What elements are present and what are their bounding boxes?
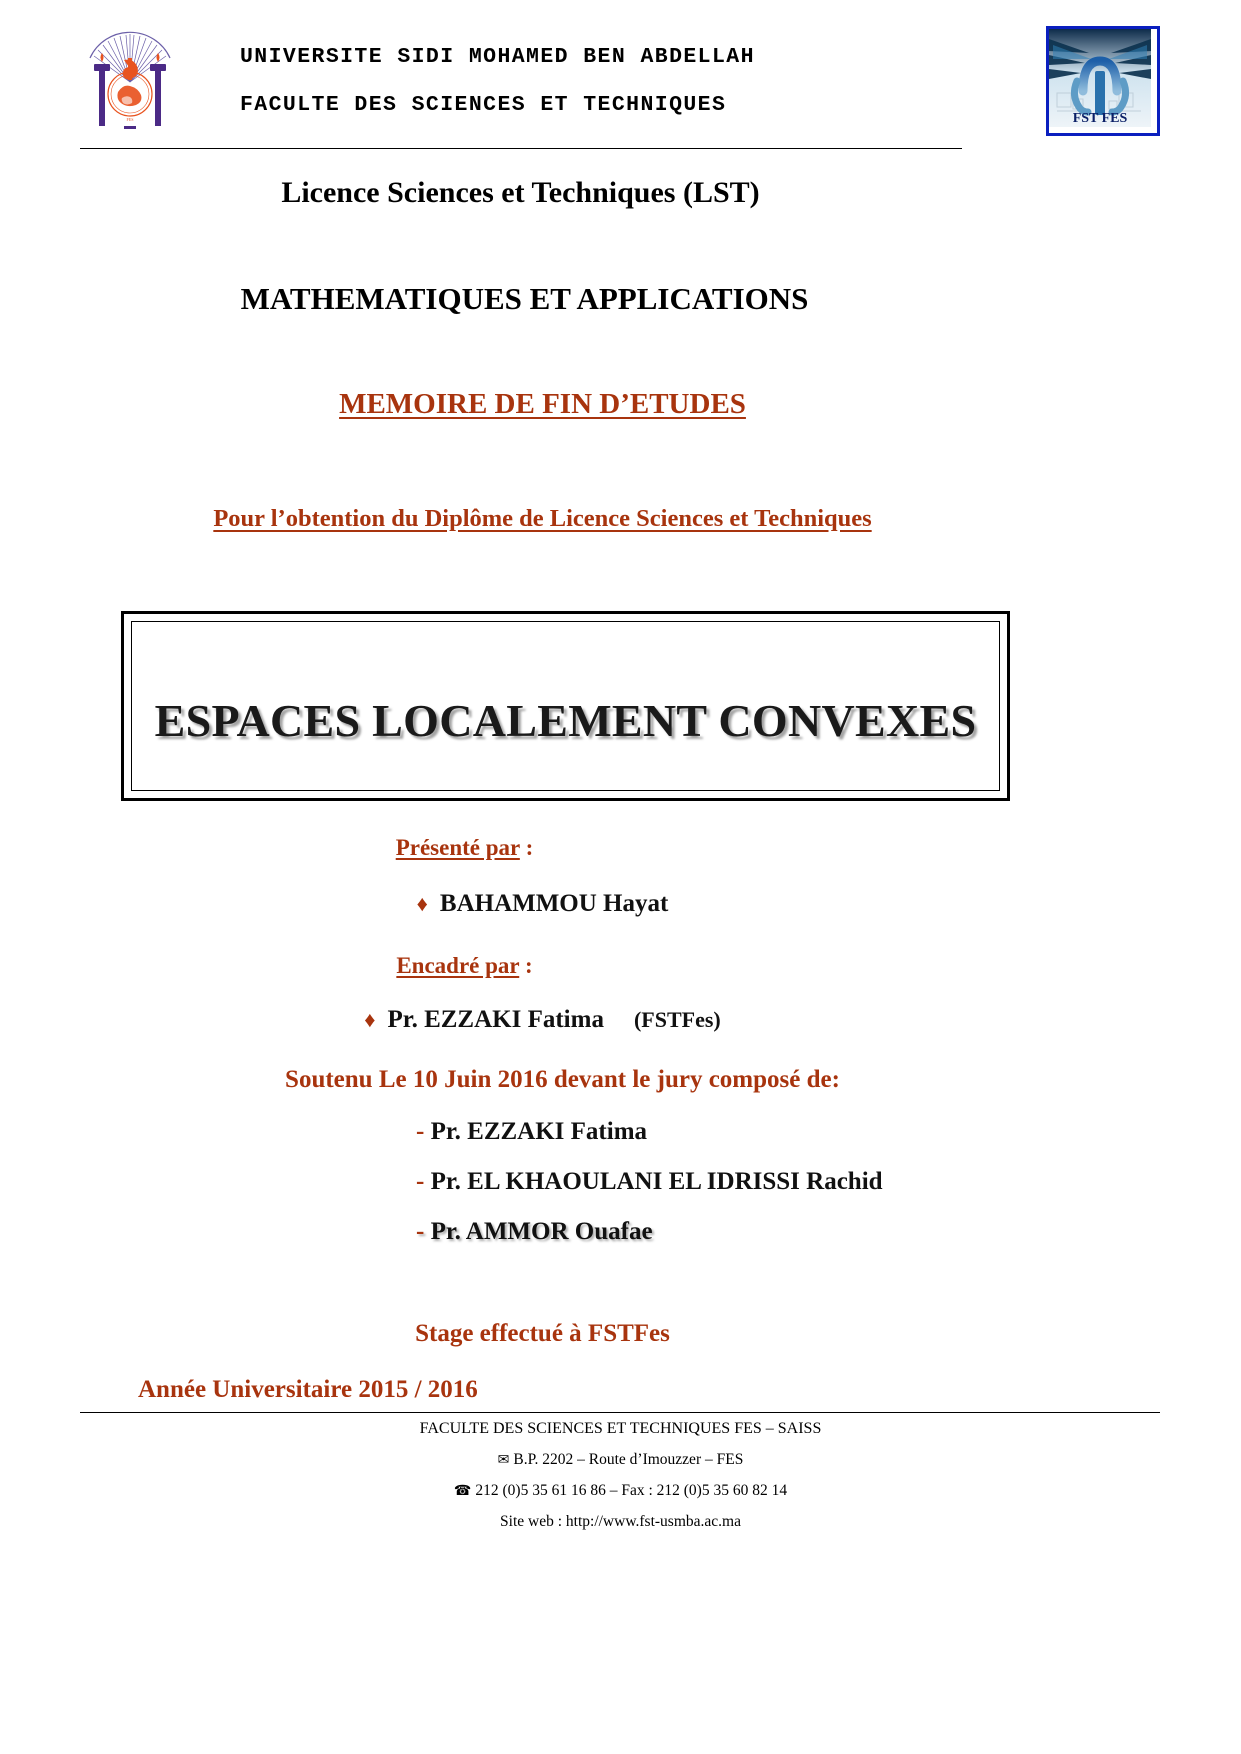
svg-text:FST FES: FST FES [1072,111,1128,126]
internship-line-text: Stage effectué à FSTFes [415,1320,670,1347]
degree-line-text: Licence Sciences et Techniques (LST) [281,176,760,209]
diamond-bullet-icon: ♦ [364,1007,376,1032]
field-line-text: MATHEMATIQUES ET APPLICATIONS [240,281,809,316]
diamond-bullet-icon: ♦ [416,891,428,916]
footer-divider [80,1412,1160,1413]
thesis-title-box-inner [131,621,1000,791]
header-titles [180,45,1046,117]
footer-address-line [0,1451,1241,1469]
footer-website-line: Site web : http://www.fst-usmba.ac.ma [500,1513,741,1530]
jury-dash: - [416,1218,431,1245]
university-name: UNIVERSITE SIDI MOHAMED BEN ABDELLAH [240,45,755,69]
field-line [0,281,1241,317]
faculty-name: FACULTE DES SCIENCES ET TECHNIQUES [240,93,727,117]
degree-line [0,176,1241,210]
academic-year: Année Universitaire 2015 / 2016 [138,1376,478,1403]
svg-text:FES: FES [126,117,134,122]
jury-member [416,1168,1116,1196]
thesis-title-box [121,611,1010,801]
jury-member [416,1118,1116,1146]
supervisor-affiliation: (FSTFes) [633,1007,721,1032]
jury-dash: - [416,1168,431,1195]
footer-phone-line [0,1482,1241,1500]
footer-faculty-line: FACULTE DES SCIENCES ET TECHNIQUES FES – SAISS [419,1420,822,1437]
telephone-icon: ☎ [453,1484,472,1499]
university-emblem-icon [80,22,180,140]
supervised-by-label [0,953,1241,979]
page-title: ESPACES LOCALEMENT CONVEXES [154,694,977,746]
fst-fes-logo-icon [1046,26,1160,136]
purpose-line [0,505,1241,533]
memoire-line [0,388,1241,421]
supervisor-name: Pr. EZZAKI Fatima [387,1006,604,1033]
supervised-by-colon: : [519,953,533,978]
footer-phone-text: 212 (0)5 35 61 16 86 – Fax : 212 (0)5 35 60 82 14 [475,1482,788,1499]
internship-line [0,1320,1241,1348]
presented-by-label-text: Présenté par [395,835,520,860]
memoire-line-text: MEMOIRE DE FIN D’ETUDES [339,388,746,420]
page-footer [0,1418,1241,1544]
jury-member-name: Pr. EL KHAOULANI EL IDRISSI Rachid [430,1168,883,1195]
supervisor-row [0,1006,1241,1034]
student-name: BAHAMMOU Hayat [439,890,669,917]
presented-by-colon: : [519,835,534,860]
purpose-line-text: Pour l’obtention du Diplôme de Licence Sciences et Techniques [213,505,872,532]
student-row [0,890,1241,918]
jury-member-name: Pr. AMMOR Ouafae [430,1218,653,1245]
jury-member [416,1218,1116,1246]
footer-address-text: B.P. 2202 – Route d’Imouzzer – FES [513,1451,744,1468]
header-divider [80,148,962,149]
presented-by-label [0,835,1241,861]
jury-list [416,1118,1116,1268]
defense-line [0,1066,1241,1094]
envelope-icon: ✉ [497,1453,510,1468]
supervised-by-label-text: Encadré par [396,953,520,978]
jury-member-name: Pr. EZZAKI Fatima [430,1118,648,1145]
jury-dash: - [416,1118,431,1145]
defense-line-text: Soutenu Le 10 Juin 2016 devant le jury composé de: [285,1066,840,1093]
page-header [80,22,1160,147]
